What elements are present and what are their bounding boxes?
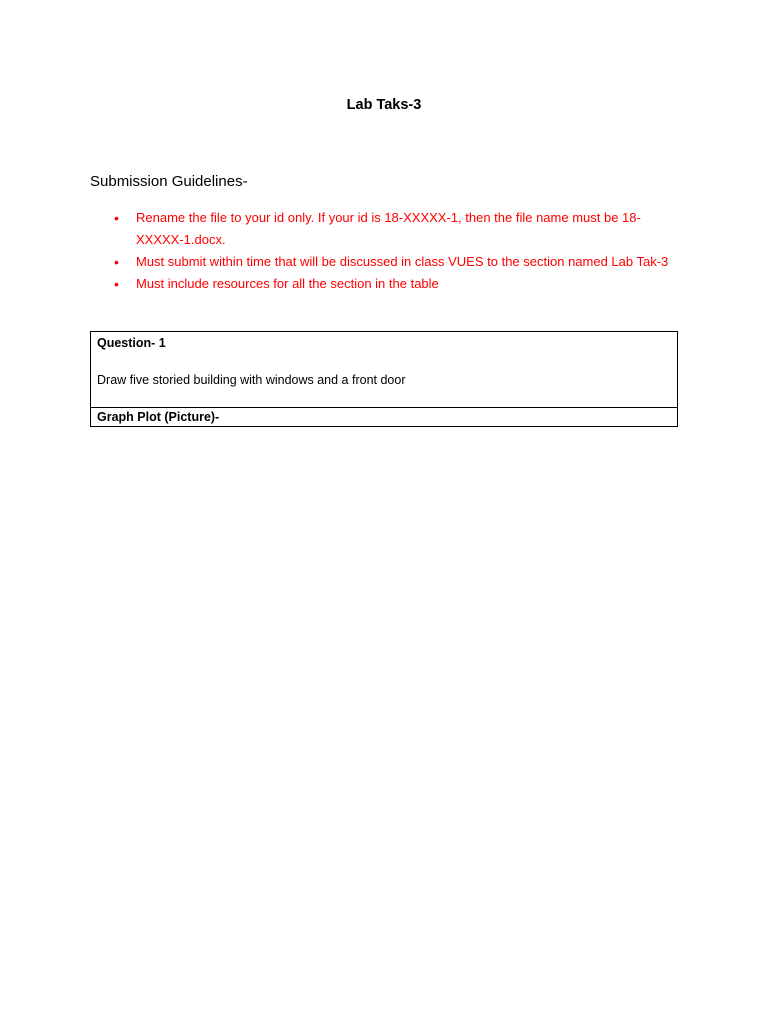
question-label: Question- 1 [97,336,166,350]
bullet-icon: • [114,276,119,292]
guideline-text: Must include resources for all the section in the table [136,276,439,291]
guideline-item [90,207,676,251]
guideline-text: Rename the file to your id only. If your id is 18-XXXXX-1, then the file name must be 18-XXXXX-1.docx. [136,210,641,247]
guideline-item [90,251,676,273]
graph-plot-label: Graph Plot (Picture)- [91,408,678,427]
graph-row [91,408,678,427]
question-row [91,332,678,408]
question-text: Draw five storied building with windows and a front door [97,373,406,387]
guidelines-list [90,207,690,295]
document-title: Lab Taks-3 [346,97,422,113]
bullet-icon: • [114,210,119,226]
guideline-text: Must submit within time that will be discussed in class VUES to the section named Lab Tak-3 [136,254,669,269]
guideline-item [90,273,676,295]
submission-guidelines-heading: Submission Guidelines- [90,173,248,190]
question-cell [91,332,678,408]
question-table [90,331,678,427]
bullet-icon: • [114,254,119,270]
